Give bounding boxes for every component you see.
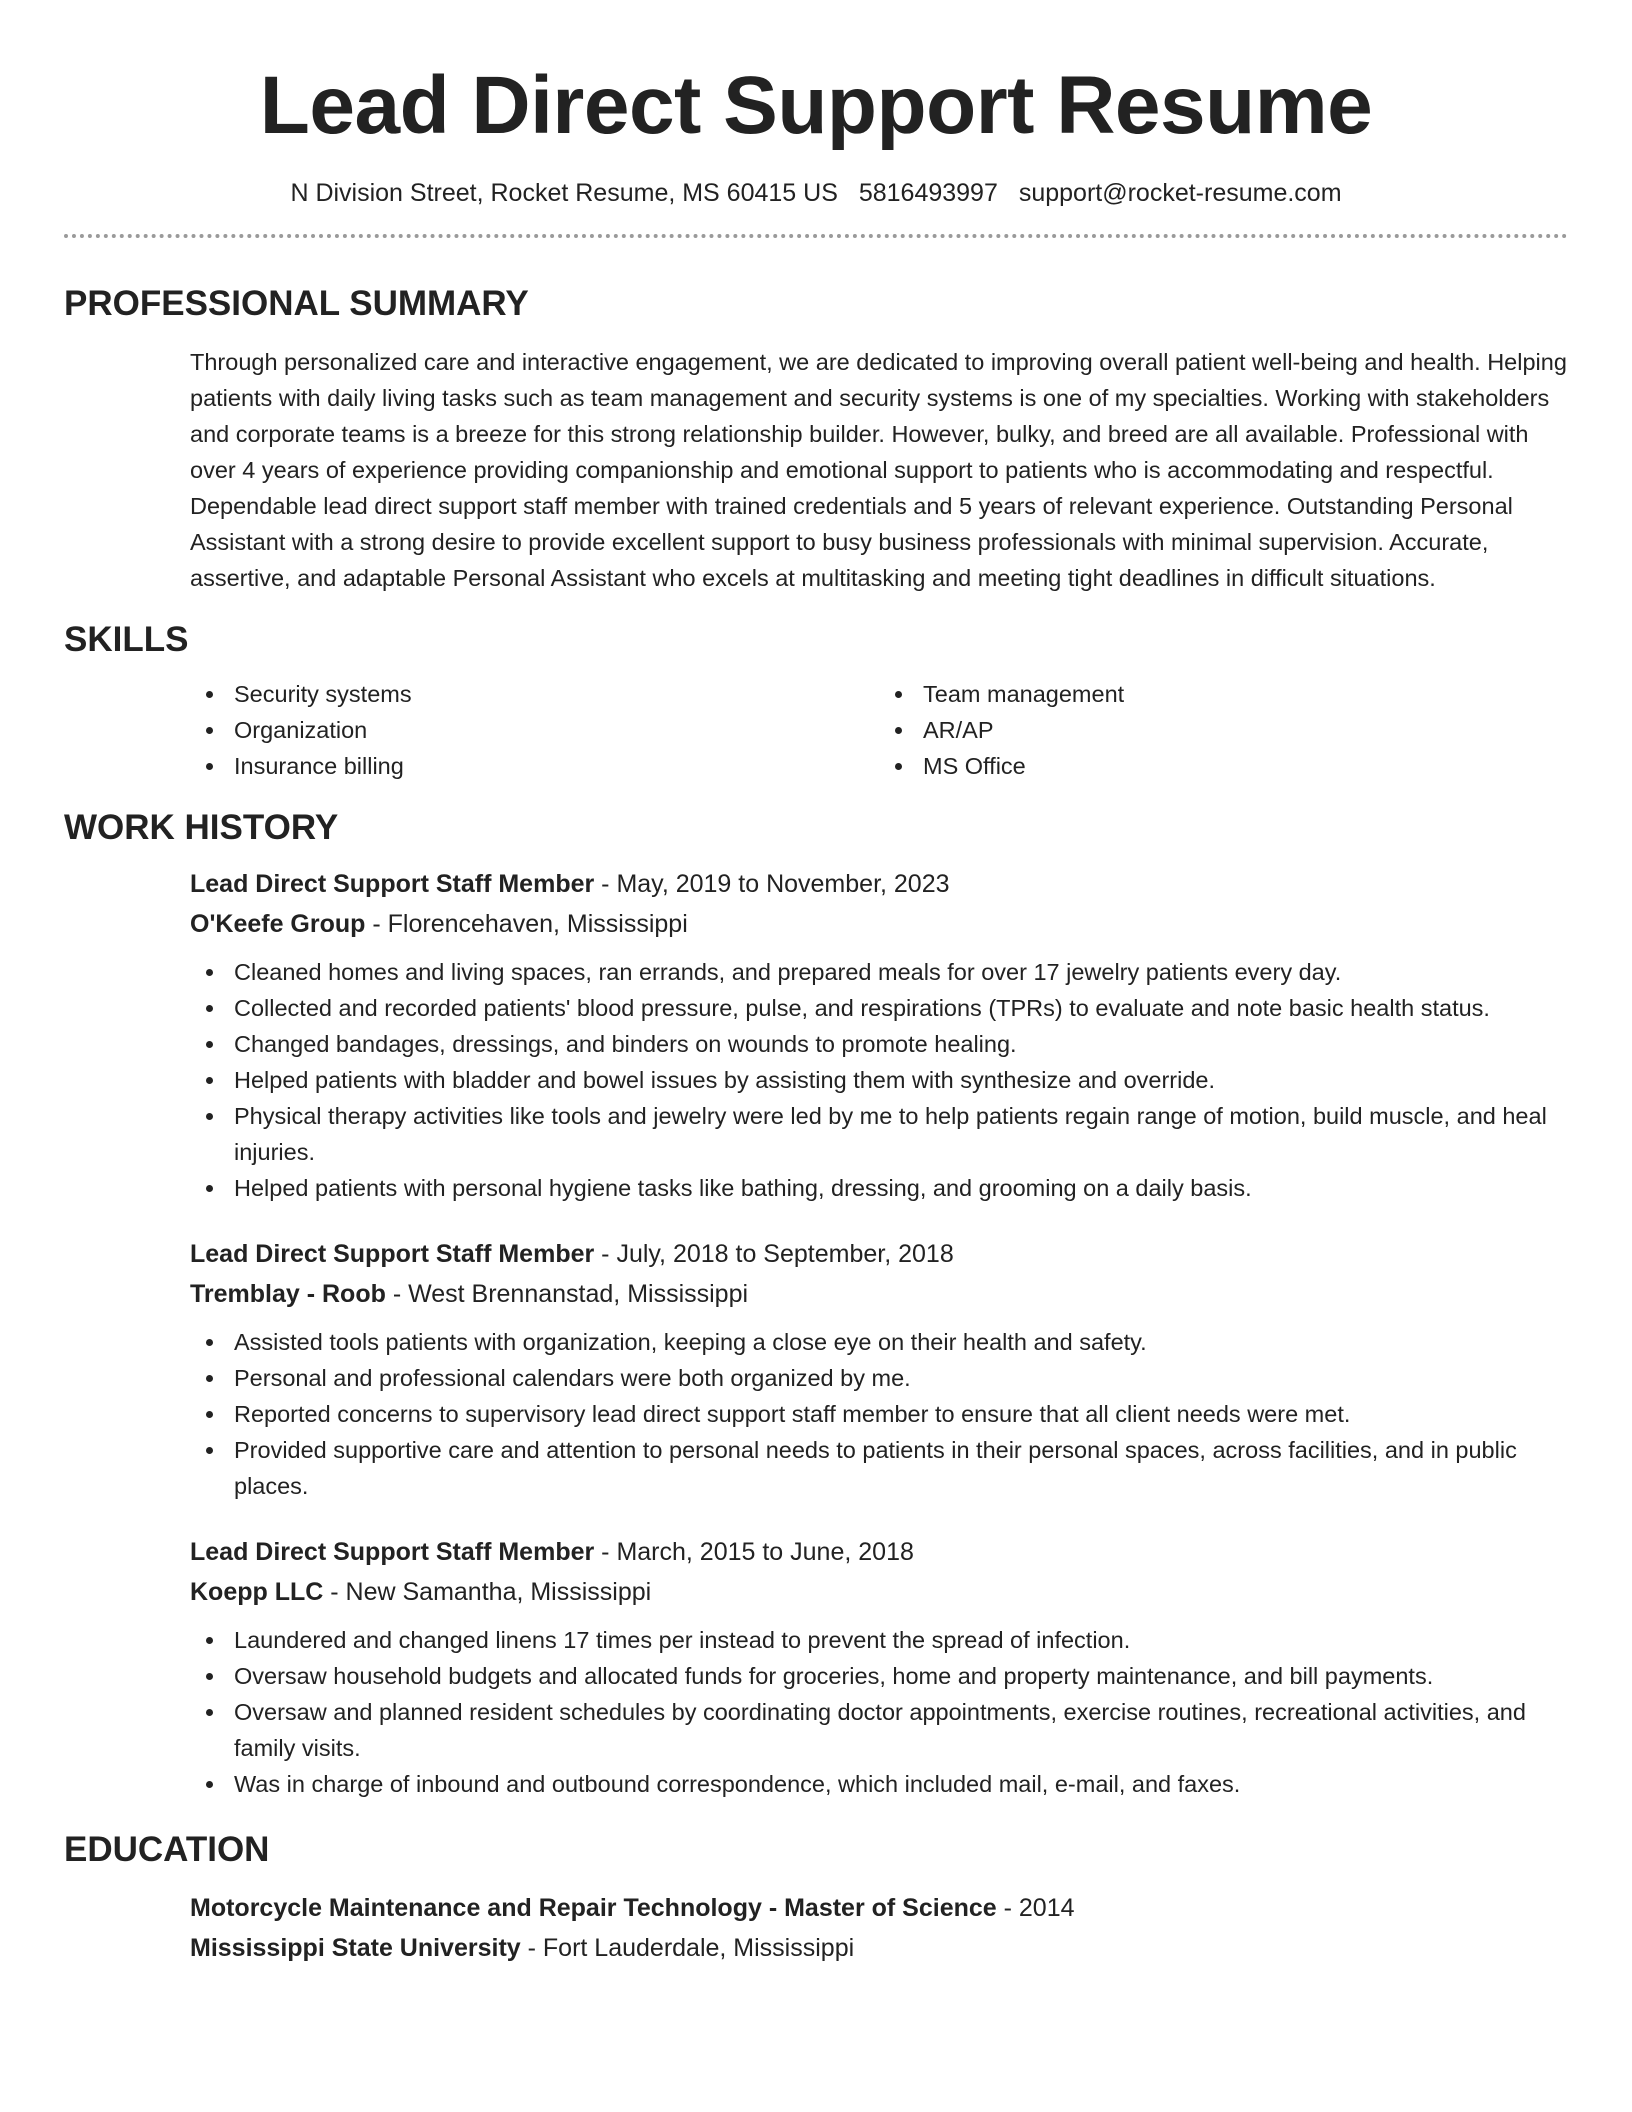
skills-list bbox=[190, 676, 1568, 784]
skill-item: AR/AP bbox=[879, 712, 1568, 748]
job-bullet: Was in charge of inbound and outbound correspondence, which included mail, e-mail, and faxes. bbox=[190, 1766, 1568, 1802]
job-bullet: Assisted tools patients with organization, keeping a close eye on their health and safety. bbox=[190, 1324, 1568, 1360]
job-bullet: Helped patients with personal hygiene tasks like bathing, dressing, and grooming on a daily basis. bbox=[190, 1170, 1568, 1206]
job-bullet: Collected and recorded patients' blood pressure, pulse, and respirations (TPRs) to evaluate and note basic health status. bbox=[190, 990, 1568, 1026]
resume-title: Lead Direct Support Resume bbox=[259, 60, 1373, 151]
education-year: - 2014 bbox=[996, 1894, 1075, 1922]
job-dates: - May, 2019 to November, 2023 bbox=[594, 870, 950, 898]
skill-item: MS Office bbox=[879, 748, 1568, 784]
education-heading: EDUCATION bbox=[64, 1830, 270, 1869]
job-bullet: Personal and professional calendars were both organized by me. bbox=[190, 1360, 1568, 1396]
education-degree: Motorcycle Maintenance and Repair Technology - Master of Science bbox=[190, 1894, 997, 1922]
job-company: Koepp LLC bbox=[190, 1578, 324, 1606]
education-section bbox=[64, 1888, 1568, 1968]
summary-heading: PROFESSIONAL SUMMARY bbox=[64, 284, 529, 323]
education-school-line bbox=[190, 1928, 1568, 1968]
job-entry bbox=[190, 1234, 1568, 1504]
job-location: - West Brennanstad, Mississippi bbox=[385, 1280, 749, 1308]
job-bullet: Provided supportive care and attention to personal needs to patients in their personal spaces, across facilities, and in public places. bbox=[190, 1432, 1568, 1504]
job-bullets bbox=[190, 1622, 1568, 1802]
job-bullet: Helped patients with bladder and bowel issues by assisting them with synthesize and override. bbox=[190, 1062, 1568, 1098]
job-title: Lead Direct Support Staff Member bbox=[190, 1240, 595, 1268]
job-bullet: Changed bandages, dressings, and binders on wounds to promote healing. bbox=[190, 1026, 1568, 1062]
education-school: Mississippi State University bbox=[190, 1934, 521, 1962]
skills-section bbox=[64, 676, 1568, 784]
summary-section bbox=[64, 344, 1568, 596]
job-bullet: Oversaw and planned resident schedules by coordinating doctor appointments, exercise routines, recreational activities, and family visits. bbox=[190, 1694, 1568, 1766]
summary-text: Through personalized care and interactive engagement, we are dedicated to improving overall patient well-being and health. Helping patients with daily living tasks such as team management and security systems is one of my specialties. Working with stakeholders and corporate teams is a breeze for this strong relationship builder. However, bulky, and breed are all available. Professional with over 4 years of experience providing companionship and emotional support to patients who is accommodating and respectful. Dependable lead direct support staff member with trained credentials and 5 years of relevant experience. Outstanding Personal Assistant with a strong desire to provide excellent support to busy business professionals with minimal supervision. Accurate, assertive, and adaptable Personal Assistant who excels at multitasking and meeting tight deadlines in difficult situations. bbox=[190, 349, 1567, 591]
work-heading: WORK HISTORY bbox=[64, 808, 339, 847]
job-title-line bbox=[190, 1532, 1568, 1572]
job-title-line bbox=[190, 864, 1568, 904]
job-location: - New Samantha, Mississippi bbox=[323, 1578, 652, 1606]
education-degree-line bbox=[190, 1888, 1568, 1928]
job-location: - Florencehaven, Mississippi bbox=[365, 910, 688, 938]
job-title: Lead Direct Support Staff Member bbox=[190, 870, 595, 898]
job-company-line bbox=[190, 1274, 1568, 1314]
job-bullets bbox=[190, 954, 1568, 1206]
job-bullet: Oversaw household budgets and allocated funds for groceries, home and property maintenance, and bill payments. bbox=[190, 1658, 1568, 1694]
work-section bbox=[64, 864, 1568, 1802]
contact-phone: 5816493997 bbox=[858, 179, 998, 207]
job-bullet: Physical therapy activities like tools and jewelry were led by me to help patients regain range of motion, build muscle, and heal injuries. bbox=[190, 1098, 1568, 1170]
skill-item: Insurance billing bbox=[190, 748, 879, 784]
skills-heading: SKILLS bbox=[64, 620, 189, 659]
job-bullet: Laundered and changed linens 17 times per instead to prevent the spread of infection. bbox=[190, 1622, 1568, 1658]
skill-item: Organization bbox=[190, 712, 879, 748]
contact-address: N Division Street, Rocket Resume, MS 60415 US bbox=[290, 179, 838, 207]
contact-email: support@rocket-resume.com bbox=[1018, 179, 1342, 207]
job-company: Tremblay - Roob bbox=[190, 1280, 386, 1308]
job-company-line bbox=[190, 904, 1568, 944]
job-dates: - March, 2015 to June, 2018 bbox=[594, 1538, 914, 1566]
job-title: Lead Direct Support Staff Member bbox=[190, 1538, 595, 1566]
job-dates: - July, 2018 to September, 2018 bbox=[594, 1240, 954, 1268]
contact-line bbox=[64, 176, 1568, 210]
skill-item: Security systems bbox=[190, 676, 879, 712]
job-bullet: Cleaned homes and living spaces, ran errands, and prepared meals for over 17 jewelry patients every day. bbox=[190, 954, 1568, 990]
skill-item: Team management bbox=[879, 676, 1568, 712]
job-title-line bbox=[190, 1234, 1568, 1274]
job-company-line bbox=[190, 1572, 1568, 1612]
job-bullet: Reported concerns to supervisory lead direct support staff member to ensure that all client needs were met. bbox=[190, 1396, 1568, 1432]
job-entry bbox=[190, 864, 1568, 1206]
education-location: - Fort Lauderdale, Mississippi bbox=[520, 1934, 855, 1962]
header-divider bbox=[64, 234, 1568, 238]
job-company: O'Keefe Group bbox=[190, 910, 366, 938]
job-entry bbox=[190, 1532, 1568, 1802]
job-bullets bbox=[190, 1324, 1568, 1504]
